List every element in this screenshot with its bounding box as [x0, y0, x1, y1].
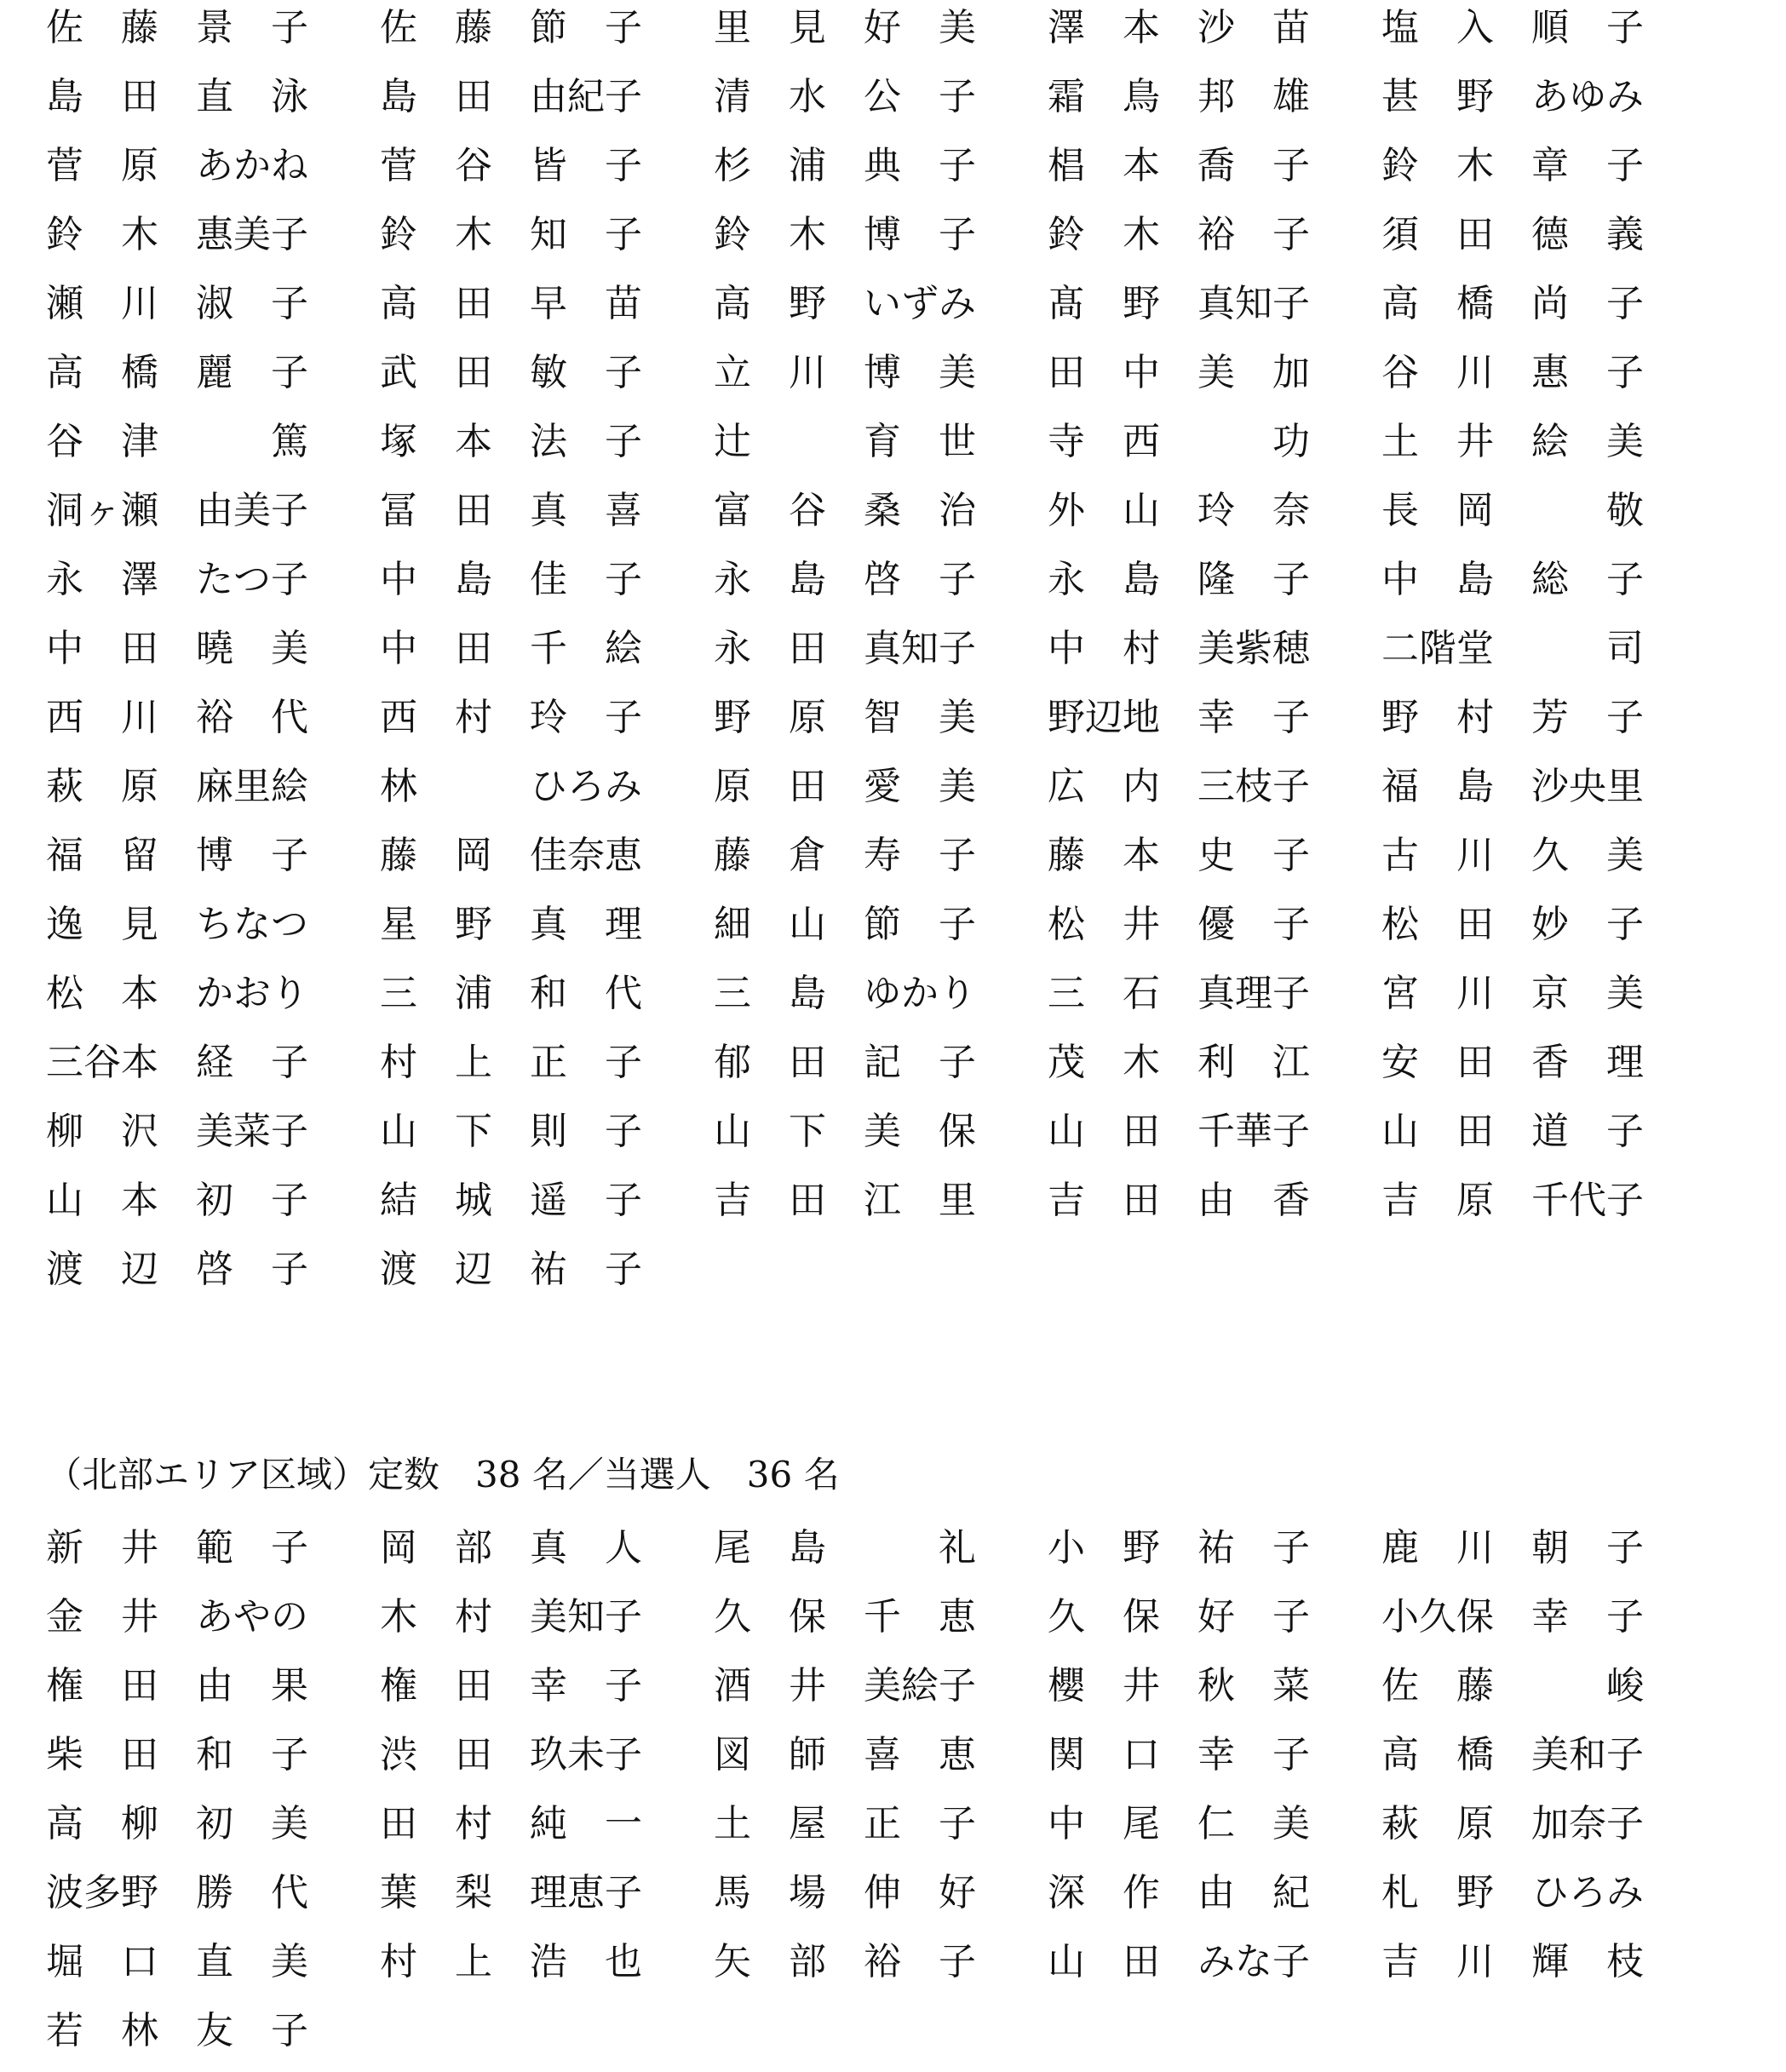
name-cell: [1048, 683, 1381, 752]
member-name: 古 川 久 美: [1381, 834, 1644, 877]
member-name: 中 村 美紫穂: [1048, 627, 1310, 670]
name-cell: [1048, 131, 1381, 200]
name-cell: [380, 683, 714, 752]
member-name: 高 田 早 苗: [380, 282, 642, 325]
name-cell: [46, 1097, 380, 1166]
name-cell: [46, 476, 380, 545]
member-name: 中 尾 仁 美: [1048, 1802, 1310, 1845]
name-cell: [1381, 821, 1715, 890]
name-cell: [1048, 752, 1381, 821]
name-cell: [380, 1028, 714, 1097]
name-cell: [714, 1028, 1048, 1097]
name-cell: [714, 0, 1048, 62]
name-cell: [46, 131, 380, 200]
member-name: 吉 田 江 里: [714, 1179, 976, 1222]
name-cell: [1381, 338, 1715, 407]
member-name: 柳 沢 美菜子: [46, 1110, 308, 1153]
member-name: 武 田 敏 子: [380, 351, 642, 394]
name-cell: [380, 1513, 714, 1582]
member-list-section-2: [46, 1513, 1715, 2065]
name-cell: [714, 1166, 1048, 1235]
member-name: 吉 川 輝 枝: [1381, 1940, 1644, 1983]
member-name: 佐 藤 峻: [1381, 1664, 1644, 1708]
member-name: 田 村 純 一: [380, 1802, 642, 1845]
member-name: 外 山 玲 奈: [1048, 489, 1310, 532]
member-name: 佐 藤 景 子: [46, 6, 308, 49]
name-cell: [1048, 1513, 1381, 1582]
name-cell: [1381, 131, 1715, 200]
member-name: 結 城 遥 子: [380, 1179, 642, 1222]
name-cell: [46, 752, 380, 821]
name-cell: [46, 338, 380, 407]
member-name: 谷 川 惠 子: [1381, 351, 1644, 394]
name-cell: [714, 269, 1048, 338]
member-name: 杉 浦 典 子: [714, 144, 976, 187]
name-cell: [1048, 1166, 1381, 1235]
member-name: 富 谷 桑 治: [714, 489, 976, 532]
name-cell: [1381, 62, 1715, 131]
name-cell: [1048, 62, 1381, 131]
member-name: 中 田 曉 美: [46, 627, 308, 670]
member-name: 久 保 千 恵: [714, 1595, 976, 1639]
name-row: [46, 1513, 1715, 1582]
member-name: 茂 木 利 江: [1048, 1041, 1310, 1084]
name-cell: [380, 1166, 714, 1235]
name-row: [46, 545, 1715, 614]
member-name: 菅 原 あかね: [46, 144, 308, 187]
member-name: 柴 田 和 子: [46, 1733, 308, 1776]
member-name: 村 上 正 子: [380, 1041, 642, 1084]
member-name: 山 本 初 子: [46, 1179, 308, 1222]
name-row: [46, 1789, 1715, 1858]
name-cell: [714, 752, 1048, 821]
name-cell: [1381, 0, 1715, 62]
name-cell: [46, 890, 380, 959]
name-row: [46, 614, 1715, 683]
name-cell: [46, 0, 380, 62]
member-name: 山 下 則 子: [380, 1110, 642, 1153]
name-cell: [46, 1927, 380, 1996]
member-name: 札 野 ひろみ: [1381, 1871, 1644, 1914]
name-cell: [380, 614, 714, 683]
member-name: 高 橋 美和子: [1381, 1733, 1644, 1776]
member-name: 小 野 祐 子: [1048, 1526, 1310, 1570]
member-name: 木 村 美知子: [380, 1595, 642, 1639]
name-cell: [714, 407, 1048, 476]
name-cell: [380, 545, 714, 614]
name-cell: [1048, 1927, 1381, 1996]
name-row: [46, 752, 1715, 821]
name-cell: [1048, 1720, 1381, 1789]
member-name: 酒 井 美絵子: [714, 1664, 976, 1708]
member-name: 藤 倉 寿 子: [714, 834, 976, 877]
name-cell: [46, 1996, 380, 2065]
member-name: 瀬 川 淑 子: [46, 282, 308, 325]
member-name: 鈴 木 博 子: [714, 213, 976, 256]
name-row: [46, 1651, 1715, 1720]
name-cell: [1048, 890, 1381, 959]
member-name: 高 橋 尚 子: [1381, 282, 1644, 325]
name-row: [46, 476, 1715, 545]
member-name: 田 中 美 加: [1048, 351, 1310, 394]
name-cell: [714, 1789, 1048, 1858]
name-row: [46, 1720, 1715, 1789]
member-name: 渡 辺 啓 子: [46, 1248, 308, 1291]
member-name: 永 島 啓 子: [714, 558, 976, 601]
member-name: 中 島 総 子: [1381, 558, 1644, 601]
name-cell: [1381, 1097, 1715, 1166]
member-name: 三 島 ゆかり: [714, 972, 976, 1015]
member-name: 岡 部 真 人: [380, 1526, 642, 1570]
name-cell: [380, 752, 714, 821]
name-row: [46, 1166, 1715, 1235]
name-cell: [714, 614, 1048, 683]
name-cell: [1048, 0, 1381, 62]
name-cell: [380, 131, 714, 200]
member-name: 髙 野 真知子: [1048, 282, 1310, 325]
member-name: 鈴 木 知 子: [380, 213, 642, 256]
name-cell: [380, 200, 714, 269]
name-cell: [1048, 338, 1381, 407]
name-cell: [380, 1927, 714, 1996]
name-row: [46, 200, 1715, 269]
member-name: 野 原 智 美: [714, 696, 976, 739]
name-row: [46, 890, 1715, 959]
name-cell: [46, 1651, 380, 1720]
name-cell: [380, 821, 714, 890]
name-cell: [380, 1582, 714, 1651]
name-cell: [1381, 1927, 1715, 1996]
name-cell: [380, 269, 714, 338]
member-name: 山 田 千華子: [1048, 1110, 1310, 1153]
member-name: 高 野 いずみ: [714, 282, 976, 325]
member-name: 野辺地 幸 子: [1048, 696, 1310, 739]
section-header-text: （北部エリア区域）定数 38 名／当選人 36 名: [46, 1454, 840, 1495]
name-cell: [46, 62, 380, 131]
name-cell: [1381, 1858, 1715, 1927]
name-cell: [380, 476, 714, 545]
name-row: [46, 1097, 1715, 1166]
name-cell: [714, 131, 1048, 200]
member-name: 藤 本 史 子: [1048, 834, 1310, 877]
name-cell: [1381, 890, 1715, 959]
member-name: 若 林 友 子: [46, 2009, 308, 2052]
name-row: [46, 338, 1715, 407]
name-cell: [1048, 1858, 1381, 1927]
member-name: 権 田 由 果: [46, 1664, 308, 1708]
name-cell: [46, 1235, 380, 1304]
member-name: 尾 島 礼: [714, 1526, 976, 1570]
member-name: 福 島 沙央里: [1381, 765, 1644, 808]
name-cell: [714, 890, 1048, 959]
name-cell: [380, 1651, 714, 1720]
member-name: 吉 田 由 香: [1048, 1179, 1310, 1222]
name-cell: [380, 1720, 714, 1789]
name-cell: [1381, 1582, 1715, 1651]
name-cell: [1381, 683, 1715, 752]
name-cell: [1381, 1166, 1715, 1235]
name-cell: [1381, 614, 1715, 683]
name-cell: [714, 1582, 1048, 1651]
member-name: 須 田 德 義: [1381, 213, 1644, 256]
member-name: 渡 辺 祐 子: [380, 1248, 642, 1291]
name-cell: [1048, 959, 1381, 1028]
member-name: 塚 本 法 子: [380, 420, 642, 463]
name-cell: [1381, 1720, 1715, 1789]
name-cell: [714, 1651, 1048, 1720]
name-row: [46, 1927, 1715, 1996]
member-name: 島 田 由紀子: [380, 75, 642, 118]
member-name: 吉 原 千代子: [1381, 1179, 1644, 1222]
name-cell: [46, 821, 380, 890]
member-name: 長 岡 敬: [1381, 489, 1644, 532]
member-name: 谷 津 篤: [46, 420, 308, 463]
member-name: 澤 本 沙 苗: [1048, 6, 1310, 49]
member-name: 松 田 妙 子: [1381, 903, 1644, 946]
name-cell: [46, 545, 380, 614]
name-cell: [714, 683, 1048, 752]
name-cell: [46, 407, 380, 476]
name-row: [46, 959, 1715, 1028]
name-row: [46, 1996, 1715, 2065]
name-cell: [1048, 407, 1381, 476]
member-name: 馬 場 伸 好: [714, 1871, 976, 1914]
name-cell: [46, 1513, 380, 1582]
name-cell: [714, 1720, 1048, 1789]
name-cell: [1381, 1513, 1715, 1582]
name-row: [46, 0, 1715, 62]
name-cell: [1048, 821, 1381, 890]
member-name: 永 島 隆 子: [1048, 558, 1310, 601]
name-cell: [1048, 614, 1381, 683]
member-name: 矢 部 裕 子: [714, 1940, 976, 1983]
name-cell: [380, 1235, 714, 1304]
name-cell: [714, 821, 1048, 890]
member-name: 鹿 川 朝 子: [1381, 1526, 1644, 1570]
name-cell: [380, 338, 714, 407]
name-row: [46, 1235, 1715, 1304]
member-name: 佐 藤 節 子: [380, 6, 642, 49]
name-row: [46, 62, 1715, 131]
name-cell: [1381, 545, 1715, 614]
member-name: 萩 原 麻里絵: [46, 765, 308, 808]
name-cell: [714, 1097, 1048, 1166]
member-name: 松 井 優 子: [1048, 903, 1310, 946]
member-name: 郁 田 記 子: [714, 1041, 976, 1084]
member-name: 小久保 幸 子: [1381, 1595, 1644, 1639]
name-cell: [1048, 1651, 1381, 1720]
name-cell: [46, 1166, 380, 1235]
name-cell: [1048, 269, 1381, 338]
name-cell: [46, 1720, 380, 1789]
name-row: [46, 821, 1715, 890]
name-row: [46, 1858, 1715, 1927]
name-cell: [46, 683, 380, 752]
name-cell: [1381, 269, 1715, 338]
member-name: 塩 入 順 子: [1381, 6, 1644, 49]
member-name: 永 田 真知子: [714, 627, 976, 670]
name-cell: [1048, 476, 1381, 545]
member-name: 洞ヶ瀬 由美子: [46, 489, 308, 532]
name-cell: [1048, 1789, 1381, 1858]
name-cell: [1381, 1028, 1715, 1097]
name-cell: [380, 407, 714, 476]
member-name: 島 田 直 泳: [46, 75, 308, 118]
member-name: 山 田 みな子: [1048, 1940, 1310, 1983]
member-name: 椙 本 喬 子: [1048, 144, 1310, 187]
name-cell: [714, 1513, 1048, 1582]
name-cell: [714, 338, 1048, 407]
member-name: 久 保 好 子: [1048, 1595, 1310, 1639]
name-cell: [1381, 1789, 1715, 1858]
name-cell: [380, 1858, 714, 1927]
name-cell: [714, 62, 1048, 131]
name-row: [46, 407, 1715, 476]
member-name: 霜 鳥 邦 雄: [1048, 75, 1310, 118]
member-name: 西 川 裕 代: [46, 696, 308, 739]
member-name: 広 内 三枝子: [1048, 765, 1310, 808]
member-name: 細 山 節 子: [714, 903, 976, 946]
name-cell: [1381, 407, 1715, 476]
name-cell: [1381, 1651, 1715, 1720]
name-cell: [380, 0, 714, 62]
member-name: 西 村 玲 子: [380, 696, 642, 739]
member-name: 土 井 絵 美: [1381, 420, 1644, 463]
name-cell: [380, 62, 714, 131]
member-name: 中 田 千 絵: [380, 627, 642, 670]
name-cell: [46, 1789, 380, 1858]
member-name: 福 留 博 子: [46, 834, 308, 877]
name-cell: [1048, 200, 1381, 269]
member-name: 高 柳 初 美: [46, 1802, 308, 1845]
name-cell: [714, 545, 1048, 614]
member-name: 冨 田 真 喜: [380, 489, 642, 532]
name-cell: [380, 1789, 714, 1858]
name-cell: [380, 959, 714, 1028]
name-cell: [1381, 959, 1715, 1028]
name-cell: [46, 614, 380, 683]
name-cell: [46, 200, 380, 269]
name-cell: [380, 1097, 714, 1166]
name-row: [46, 683, 1715, 752]
member-name: 野 村 芳 子: [1381, 696, 1644, 739]
name-cell: [46, 269, 380, 338]
member-name: 村 上 浩 也: [380, 1940, 642, 1983]
member-name: 里 見 好 美: [714, 6, 976, 49]
name-cell: [46, 959, 380, 1028]
member-name: 葉 梨 理恵子: [380, 1871, 642, 1914]
member-name: 松 本 かおり: [46, 972, 308, 1015]
name-cell: [714, 200, 1048, 269]
member-name: 鈴 木 惠美子: [46, 213, 308, 256]
member-name: 新 井 範 子: [46, 1526, 308, 1570]
member-name: 深 作 由 紀: [1048, 1871, 1310, 1914]
member-name: 渋 田 玖未子: [380, 1733, 642, 1776]
member-name: 星 野 真 理: [380, 903, 642, 946]
name-cell: [714, 476, 1048, 545]
member-list-section-1: [46, 0, 1715, 1304]
member-name: 中 島 佳 子: [380, 558, 642, 601]
member-name: 金 井 あやの: [46, 1595, 308, 1639]
member-name: 甚 野 あゆみ: [1381, 75, 1644, 118]
name-cell: [1381, 200, 1715, 269]
member-name: 辻 育 世: [714, 420, 976, 463]
member-name: 山 下 美 保: [714, 1110, 976, 1153]
name-cell: [1381, 752, 1715, 821]
member-name: 図 師 喜 恵: [714, 1733, 976, 1776]
member-name: 櫻 井 秋 菜: [1048, 1664, 1310, 1708]
member-name: 三 石 真理子: [1048, 972, 1310, 1015]
name-cell: [714, 1858, 1048, 1927]
member-name: 萩 原 加奈子: [1381, 1802, 1644, 1845]
member-name: 菅 谷 皆 子: [380, 144, 642, 187]
member-name: 土 屋 正 子: [714, 1802, 976, 1845]
name-cell: [714, 959, 1048, 1028]
member-name: 三 浦 和 代: [380, 972, 642, 1015]
member-name: 永 澤 たつ子: [46, 558, 308, 601]
name-cell: [46, 1582, 380, 1651]
member-name: 鈴 木 裕 子: [1048, 213, 1310, 256]
member-name: 波多野 勝 代: [46, 1871, 308, 1914]
member-name: 三谷本 経 子: [46, 1041, 308, 1084]
member-name: 寺 西 功: [1048, 420, 1310, 463]
member-name: 権 田 幸 子: [380, 1664, 642, 1708]
member-name: 清 水 公 子: [714, 75, 976, 118]
member-name: 二階堂 司: [1381, 627, 1644, 670]
member-name: 原 田 愛 美: [714, 765, 976, 808]
section-header-north-area: [46, 1449, 840, 1501]
name-cell: [1381, 476, 1715, 545]
name-row: [46, 1582, 1715, 1651]
name-cell: [46, 1858, 380, 1927]
member-name: 逸 見 ちなつ: [46, 903, 308, 946]
member-name: 立 川 博 美: [714, 351, 976, 394]
name-row: [46, 269, 1715, 338]
member-name: 高 橋 麗 子: [46, 351, 308, 394]
member-name: 林 ひろみ: [380, 765, 642, 808]
name-cell: [1048, 545, 1381, 614]
name-row: [46, 131, 1715, 200]
name-cell: [1048, 1028, 1381, 1097]
name-cell: [46, 1028, 380, 1097]
member-name: 山 田 道 子: [1381, 1110, 1644, 1153]
member-name: 宮 川 京 美: [1381, 972, 1644, 1015]
name-row: [46, 1028, 1715, 1097]
member-name: 関 口 幸 子: [1048, 1733, 1310, 1776]
member-name: 堀 口 直 美: [46, 1940, 308, 1983]
name-cell: [380, 890, 714, 959]
name-cell: [714, 1927, 1048, 1996]
member-name: 安 田 香 理: [1381, 1041, 1644, 1084]
name-cell: [1048, 1097, 1381, 1166]
name-cell: [1048, 1582, 1381, 1651]
member-name: 鈴 木 章 子: [1381, 144, 1644, 187]
member-name: 藤 岡 佳奈恵: [380, 834, 642, 877]
